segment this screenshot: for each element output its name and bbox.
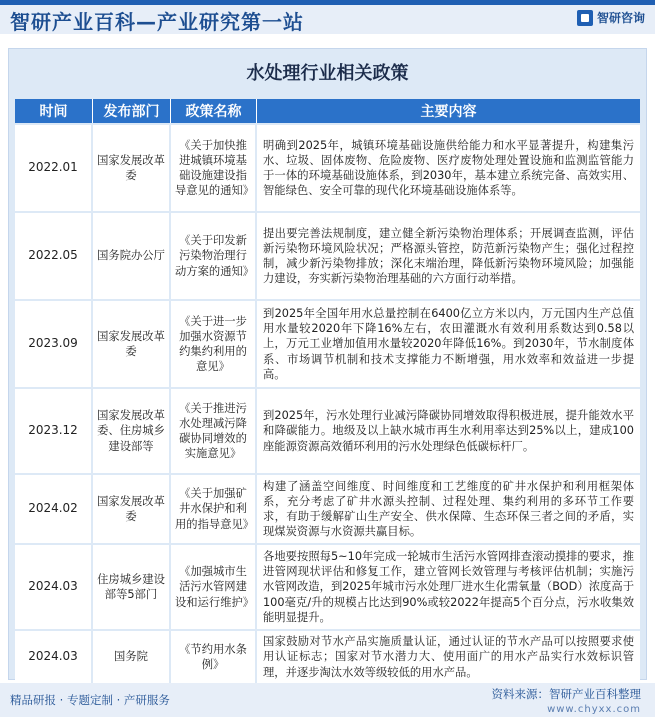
row-dept: 国家发展改革委、住房城乡建设部等 (93, 389, 171, 473)
row-dept: 国务院 (93, 631, 171, 683)
row-content: 提出要完善法规制度，建立健全新污染物治理体系；开展调查监测，评估新污染物环境风险状况；严格源头管控，防范新污染物产生；强化过程控制，减少新污染物排放；深化末端治理，降低新污染物环境风险；加强能力建设，夯实新污染物治理基础的六方面行动举措。 (257, 213, 640, 299)
column-header-date: 时间 (15, 99, 93, 123)
row-policy: 《关于推进污水处理减污降碳协同增效的实施意见》 (171, 389, 257, 473)
table-row (15, 125, 640, 211)
policy-table (15, 97, 640, 685)
column-header-dept: 发布部门 (93, 99, 171, 123)
column-header-content: 主要内容 (257, 99, 640, 123)
banner-title: 智研产业百科—产业研究第一站 (10, 10, 304, 34)
row-date: 2024.03 (15, 631, 93, 683)
column-header-policy: 政策名称 (171, 99, 257, 123)
row-content: 明确到2025年，城镇环境基础设施供给能力和水平显著提升，构建集污水、垃圾、固体废物、危险废物、医疗废物处理处置设施和监测监管能力于一体的环境基础设施体系，到2030年，基本建立系统完备、高效实用、智能绿色、安全可靠的现代化环境基础设施体系等。 (257, 125, 640, 211)
row-date: 2023.09 (15, 301, 93, 387)
row-policy: 《节约用水条例》 (171, 631, 257, 683)
brand-name: 智研咨询 (596, 11, 645, 25)
row-content: 国家鼓励对节水产品实施质量认证，通过认证的节水产品可以按照要求使用认证标志；国家对节水潜力大、使用面广的用水产品实行水效标识管理，并逐步淘汰水效等级较低的用水产品。 (257, 631, 640, 683)
row-content: 到2025年全国年用水总量控制在6400亿立方米以内，万元国内生产总值用水量较2020年下降16%左右，农田灌溉水有效利用系数达到0.58以上，万元工业增加值用水量较2020年降低16%。到2030年，节水制度体系、市场调节机制和技术支撑能力不断增强，用水效率和效益进一步提高。 (257, 301, 640, 387)
banner-accent-bar (0, 0, 655, 5)
row-dept: 国务院办公厅 (93, 213, 171, 299)
row-date: 2024.02 (15, 475, 93, 543)
row-content: 各地要按照每5~10年完成一轮城市生活污水管网排查滚动摸排的要求，推进管网现状评估和修复工作，建立管网长效管理与考核评估机制；实施污水管网改造，到2025年城市污水处理厂进水生化需氧量（BOD）浓度高于100毫克/升的规模占比达到90%或较2022年提高5个百分点，污水收集效能明显提升。 (257, 545, 640, 629)
table-row (15, 475, 640, 543)
policy-table-frame (8, 48, 647, 680)
row-date: 2022.01 (15, 125, 93, 211)
row-date: 2022.05 (15, 213, 93, 299)
table-row (15, 301, 640, 387)
top-banner (0, 0, 655, 34)
row-dept: 国家发展改革委 (93, 125, 171, 211)
source-note: 资料来源：智研产业百科整理 (491, 687, 641, 701)
row-policy: 《关于进一步加强水资源节约集约利用的意见》 (171, 301, 257, 387)
table-row (15, 389, 640, 473)
table-row (15, 545, 640, 629)
row-policy: 《加强城市生活污水管网建设和运行维护》 (171, 545, 257, 629)
row-content: 到2025年，污水处理行业减污降碳协同增效取得积极进展，提升能效水平和降碳能力。地级及以上缺水城市再生水利用率达到25%以上，建成100座能源资源高效循环利用的污水处理绿色低碳标杆厂。 (257, 389, 640, 473)
row-dept: 国家发展改革委 (93, 301, 171, 387)
zhiyan-logo-icon (577, 10, 593, 26)
row-dept: 国家发展改革委 (93, 475, 171, 543)
row-policy: 《关于印发新污染物治理行动方案的通知》 (171, 213, 257, 299)
site-url[interactable]: www.chyxx.com (547, 704, 641, 715)
table-row (15, 213, 640, 299)
table-header-row (15, 99, 640, 123)
row-policy: 《关于加强矿井水保护和利用的指导意见》 (171, 475, 257, 543)
row-date: 2023.12 (15, 389, 93, 473)
row-content: 构建了涵盖空间维度、时间维度和工艺维度的矿井水保护和利用框架体系，充分考虑了矿井水源头控制、过程处理、集约利用的多环节工作要求，有助于缓解矿山生产安全、供水保障、生态环保三者之间的矛盾，实现煤炭资源与水资源共赢目标。 (257, 475, 640, 543)
row-policy: 《关于加快推进城镇环境基础设施建设指导意见的通知》 (171, 125, 257, 211)
row-date: 2024.03 (15, 545, 93, 629)
footer-source (492, 686, 642, 717)
footer-services: 精品研报 · 专题定制 · 产研服务 (10, 693, 170, 707)
table-row (15, 631, 640, 683)
brand[interactable] (577, 9, 645, 26)
table-title: 水处理行业相关政策 (246, 63, 409, 84)
row-dept: 住房城乡建设部等5部门 (93, 545, 171, 629)
